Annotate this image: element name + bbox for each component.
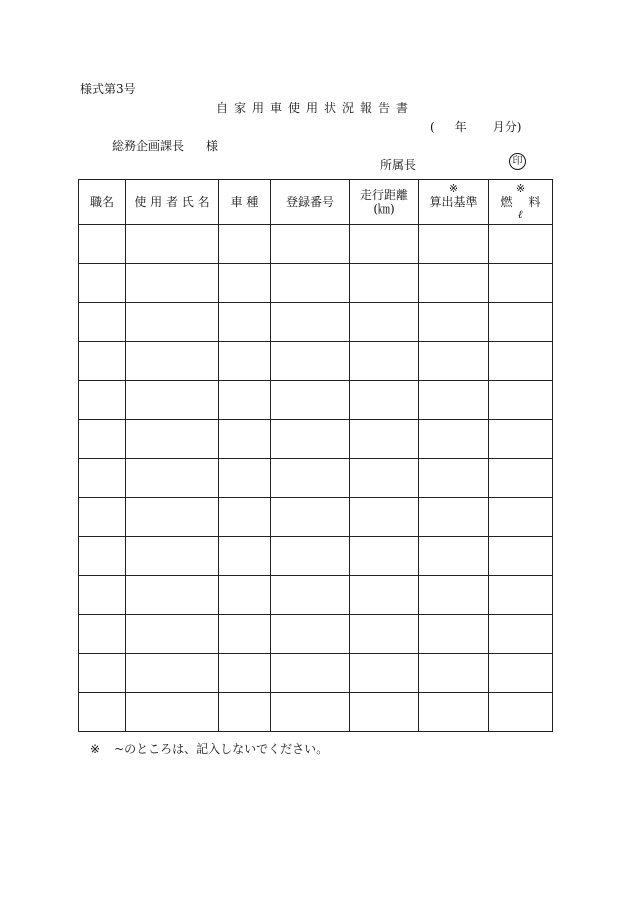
cell-position[interactable] — [79, 615, 126, 654]
cell-registration-number[interactable] — [271, 342, 350, 381]
period-month-label: 月分) — [492, 120, 522, 134]
cell-vehicle-type[interactable] — [219, 654, 271, 693]
document-title: 自家用車使用状況報告書 — [215, 101, 414, 115]
cell-distance[interactable] — [350, 342, 419, 381]
addressee — [112, 137, 218, 154]
report-period — [430, 118, 521, 135]
fuel-label-char1: 燃 — [500, 195, 513, 209]
cell-position[interactable] — [79, 420, 126, 459]
table-row — [79, 654, 553, 693]
cell-vehicle-type[interactable] — [219, 225, 271, 264]
cell-vehicle-type[interactable] — [219, 498, 271, 537]
cell-distance[interactable] — [350, 615, 419, 654]
header-distance — [350, 180, 419, 225]
cell-position[interactable] — [79, 225, 126, 264]
cell-calculation-basis[interactable] — [419, 615, 489, 654]
cell-fuel[interactable] — [489, 342, 553, 381]
cell-position[interactable] — [79, 264, 126, 303]
cell-fuel[interactable] — [489, 576, 553, 615]
cell-registration-number[interactable] — [271, 459, 350, 498]
cell-user-name[interactable] — [126, 303, 219, 342]
table-row — [79, 264, 553, 303]
cell-fuel[interactable] — [489, 615, 553, 654]
cell-calculation-basis[interactable] — [419, 342, 489, 381]
cell-distance[interactable] — [350, 576, 419, 615]
cell-distance[interactable] — [350, 420, 419, 459]
table-row — [79, 693, 553, 732]
cell-registration-number[interactable] — [271, 615, 350, 654]
cell-distance[interactable] — [350, 459, 419, 498]
cell-distance[interactable] — [350, 537, 419, 576]
header-calculation-basis — [419, 180, 489, 225]
footnote-mark: ※ — [90, 742, 101, 756]
fuel-mark: ※ — [515, 182, 526, 195]
table-body — [79, 225, 553, 732]
cell-fuel[interactable] — [489, 654, 553, 693]
table-row — [79, 381, 553, 420]
cell-registration-number[interactable] — [271, 303, 350, 342]
cell-calculation-basis[interactable] — [419, 264, 489, 303]
table-row — [79, 498, 553, 537]
cell-fuel[interactable] — [489, 225, 553, 264]
cell-position[interactable] — [79, 303, 126, 342]
cell-distance[interactable] — [350, 225, 419, 264]
fuel-label-char2: 料 — [528, 195, 541, 209]
cell-vehicle-type[interactable] — [219, 342, 271, 381]
table-row — [79, 537, 553, 576]
cell-registration-number[interactable] — [271, 498, 350, 537]
cell-calculation-basis[interactable] — [419, 303, 489, 342]
header-distance-label: 走行距離 — [359, 188, 408, 202]
cell-calculation-basis[interactable] — [419, 459, 489, 498]
table-row — [79, 420, 553, 459]
header-position: 職名 — [79, 180, 126, 225]
cell-vehicle-type[interactable] — [219, 537, 271, 576]
cell-position[interactable] — [79, 381, 126, 420]
cell-vehicle-type[interactable] — [219, 615, 271, 654]
cell-vehicle-type[interactable] — [219, 303, 271, 342]
cell-fuel[interactable] — [489, 498, 553, 537]
header-vehicle-type: 車 種 — [219, 180, 271, 225]
cell-fuel[interactable] — [489, 264, 553, 303]
cell-position[interactable] — [79, 654, 126, 693]
cell-user-name[interactable] — [126, 654, 219, 693]
cell-user-name[interactable] — [126, 420, 219, 459]
cell-vehicle-type[interactable] — [219, 264, 271, 303]
table-row — [79, 615, 553, 654]
cell-user-name[interactable] — [126, 576, 219, 615]
cell-vehicle-type[interactable] — [219, 576, 271, 615]
cell-fuel[interactable] — [489, 381, 553, 420]
form-number: 様式第3号 — [80, 82, 136, 96]
cell-vehicle-type[interactable] — [219, 381, 271, 420]
usage-report-table — [78, 179, 553, 732]
cell-registration-number[interactable] — [271, 693, 350, 732]
cell-registration-number[interactable] — [271, 381, 350, 420]
cell-fuel[interactable] — [489, 420, 553, 459]
cell-user-name[interactable] — [126, 264, 219, 303]
table-row — [79, 225, 553, 264]
cell-calculation-basis[interactable] — [419, 537, 489, 576]
table-row — [79, 342, 553, 381]
header-registration-number: 登録番号 — [271, 180, 350, 225]
fuel-unit-liter: ℓ — [518, 208, 523, 221]
cell-position[interactable] — [79, 498, 126, 537]
cell-calculation-basis[interactable] — [419, 225, 489, 264]
cell-calculation-basis[interactable] — [419, 420, 489, 459]
cell-vehicle-type[interactable] — [219, 459, 271, 498]
cell-vehicle-type[interactable] — [219, 420, 271, 459]
header-fuel — [489, 180, 553, 225]
cell-user-name[interactable] — [126, 615, 219, 654]
cell-distance[interactable] — [350, 498, 419, 537]
period-year-label: 年 — [454, 120, 467, 134]
cell-distance[interactable] — [350, 303, 419, 342]
seal-mark: 印 — [509, 153, 526, 170]
calc-basis-mark: ※ — [448, 182, 459, 195]
cell-distance[interactable] — [350, 693, 419, 732]
cell-calculation-basis[interactable] — [419, 381, 489, 420]
footnote — [90, 740, 328, 757]
cell-registration-number[interactable] — [271, 537, 350, 576]
addressee-name: 総務企画課長 — [112, 139, 185, 153]
cell-calculation-basis[interactable] — [419, 498, 489, 537]
cell-calculation-basis[interactable] — [419, 576, 489, 615]
cell-registration-number[interactable] — [271, 264, 350, 303]
cell-registration-number[interactable] — [271, 654, 350, 693]
cell-user-name[interactable] — [126, 693, 219, 732]
cell-fuel[interactable] — [489, 303, 553, 342]
cell-position[interactable] — [79, 576, 126, 615]
cell-fuel[interactable] — [489, 459, 553, 498]
footnote-text: ~のところは、記入しないでください。 — [114, 742, 329, 756]
header-user-name: 使 用 者 氏 名 — [126, 180, 219, 225]
table-row — [79, 459, 553, 498]
cell-calculation-basis[interactable] — [419, 654, 489, 693]
cell-distance[interactable] — [350, 264, 419, 303]
cell-registration-number[interactable] — [271, 225, 350, 264]
cell-user-name[interactable] — [126, 225, 219, 264]
cell-registration-number[interactable] — [271, 420, 350, 459]
calc-basis-label: 算出基準 — [429, 195, 478, 209]
cell-position[interactable] — [79, 459, 126, 498]
header-distance-unit: (㎞) — [373, 202, 395, 216]
table-row — [79, 576, 553, 615]
cell-calculation-basis[interactable] — [419, 693, 489, 732]
addressee-honorific: 様 — [206, 139, 219, 153]
cell-position[interactable] — [79, 537, 126, 576]
cell-position[interactable] — [79, 693, 126, 732]
cell-fuel[interactable] — [489, 537, 553, 576]
cell-position[interactable] — [79, 342, 126, 381]
cell-distance[interactable] — [350, 381, 419, 420]
affiliation-head-label: 所属長 — [380, 158, 417, 172]
cell-user-name[interactable] — [126, 537, 219, 576]
cell-registration-number[interactable] — [271, 576, 350, 615]
period-open: ( — [430, 120, 435, 134]
cell-distance[interactable] — [350, 654, 419, 693]
cell-vehicle-type[interactable] — [219, 693, 271, 732]
table-header-row — [79, 180, 553, 225]
cell-user-name[interactable] — [126, 498, 219, 537]
cell-user-name[interactable] — [126, 381, 219, 420]
cell-user-name[interactable] — [126, 342, 219, 381]
cell-fuel[interactable] — [489, 693, 553, 732]
table-row — [79, 303, 553, 342]
cell-user-name[interactable] — [126, 459, 219, 498]
